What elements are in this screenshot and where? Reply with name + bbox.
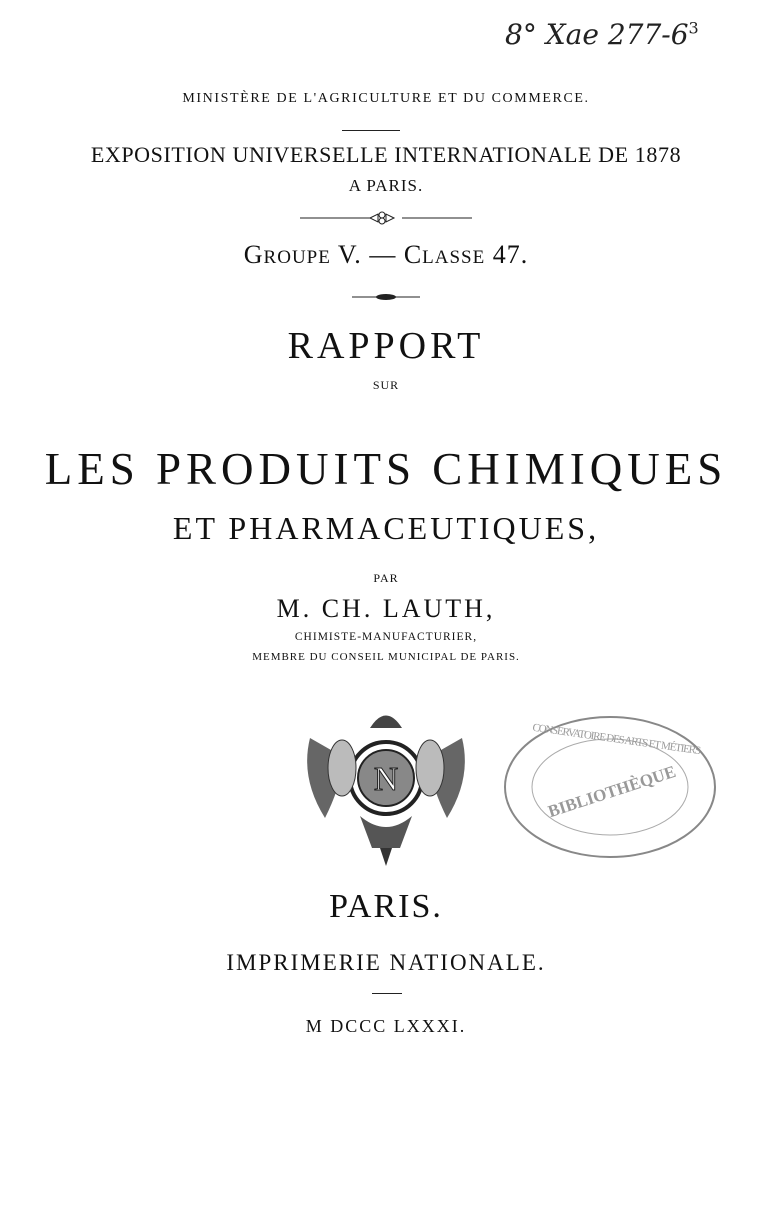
- class-word: LASSE: [422, 247, 486, 268]
- group-number: V.: [330, 240, 362, 269]
- author-name: M. CH. LAUTH,: [276, 594, 496, 623]
- publisher: IMPRIMERIE NATIONALE.: [226, 950, 546, 975]
- dash: —: [361, 240, 404, 269]
- imperial-emblem: [300, 698, 472, 868]
- divider: [342, 130, 400, 131]
- divider: [372, 993, 402, 994]
- library-stamp: [500, 712, 725, 862]
- class-number: 47.: [485, 240, 529, 269]
- author-title-2: MEMBRE DU CONSEIL MUNICIPAL DE PARIS.: [252, 651, 520, 663]
- shelfmark-text: 8° Xae 277-6: [505, 18, 689, 51]
- year: M DCCC LXXXI.: [305, 1016, 467, 1036]
- place: PARIS.: [329, 888, 443, 925]
- ministry-line: MINISTÈRE DE L'AGRICULTURE ET DU COMMERCE.: [182, 91, 590, 106]
- group-initial: G: [243, 240, 264, 269]
- shelfmark-superscript: 3: [688, 18, 699, 38]
- group-class-line: [0, 240, 772, 270]
- par-label: PAR: [373, 571, 399, 585]
- class-initial: C: [403, 240, 423, 269]
- city-line: A PARIS.: [348, 176, 424, 195]
- subject-line-2: ET PHARMACEUTIQUES,: [172, 510, 600, 546]
- emblem-letter: N: [373, 761, 399, 798]
- subject-line-1: LES PRODUITS CHIMIQUES: [44, 444, 728, 494]
- stamp-outer-text: CONSERVATOIRE DES ARTS ET MÉTIERS: [531, 721, 702, 758]
- exposition-line: EXPOSITION UNIVERSELLE INTERNATIONALE DE 1878: [90, 142, 682, 167]
- report-title: RAPPORT: [287, 325, 485, 367]
- stamp-center-text: BIBLIOTHÈQUE: [545, 761, 679, 822]
- handwritten-shelfmark: [505, 18, 699, 51]
- small-ornament: [352, 293, 420, 301]
- author-title-1: CHIMISTE-MANUFACTURIER,: [294, 631, 478, 643]
- ornament-divider: [300, 211, 472, 225]
- group-word: ROUPE: [263, 247, 331, 268]
- sur-label: SUR: [372, 378, 400, 392]
